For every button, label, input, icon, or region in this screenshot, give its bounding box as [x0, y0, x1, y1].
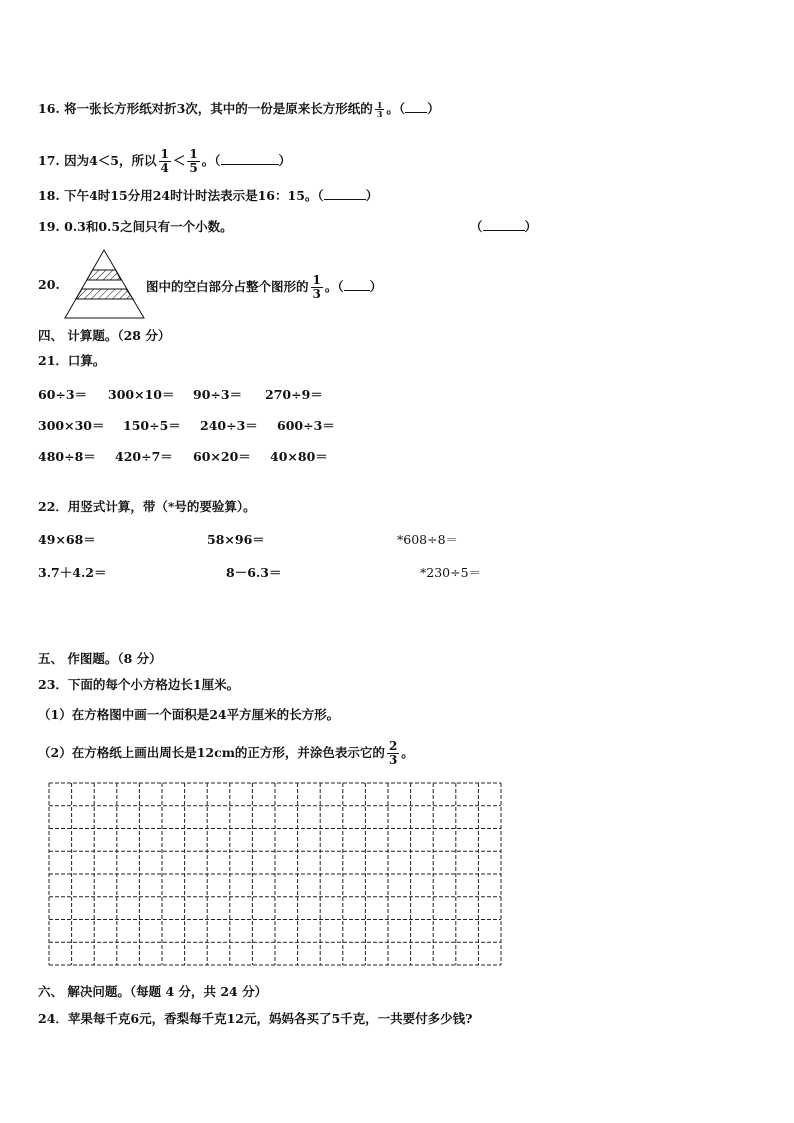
vertical-calc: *608÷8＝ [397, 532, 459, 547]
question-23-part-2: （2）在方格纸上画出周长是12cm的正方形，并涂色表示它的 $\frac{2}{3}$ 。 [38, 739, 414, 767]
question-22-title: 22．用竖式计算，带（*号的要验算）。 [38, 499, 256, 514]
fraction: $\frac{1}{5}$ [189, 147, 198, 175]
question-16: 16. 将一张长方形纸对折3次，其中的一份是原来长方形纸的 $\frac{1}{3}$ 。（ ） [38, 100, 440, 119]
fraction: $\frac{1}{3}$ [312, 273, 321, 301]
answer-blank[interactable] [324, 187, 366, 200]
answer-blank[interactable] [221, 152, 279, 165]
oral-calc: 480÷8＝ [38, 449, 96, 464]
section-5-title: 五、 作图题。（8 分） [38, 651, 162, 666]
vertical-calc: 3.7＋4.2＝ [38, 565, 107, 580]
answer-blank[interactable] [483, 218, 525, 231]
fraction: $\frac{1}{3}$ [376, 100, 383, 119]
vertical-calc: *230÷5＝ [420, 565, 482, 580]
question-23: 23．下面的每个小方格边长1厘米。 [38, 677, 240, 692]
oral-calc: 150÷5＝ [123, 418, 181, 433]
oral-calc: 270÷9＝ [265, 387, 323, 402]
oral-calc: 60×20＝ [193, 449, 251, 464]
oral-calc: 300×10＝ [108, 387, 175, 402]
question-23-part-1: （1）在方格图中画一个面积是24平方厘米的长方形。 [38, 707, 340, 722]
oral-calc: 90÷3＝ [193, 387, 243, 402]
question-24: 24．苹果每千克6元，香梨每千克12元，妈妈各买了5千克，一共要付多少钱? [38, 1011, 473, 1026]
answer-blank[interactable] [405, 100, 427, 113]
question-19: 19. 0.3和0.5之间只有一个小数。 [38, 219, 233, 234]
oral-calc: 420÷7＝ [115, 449, 173, 464]
section-6-title: 六、 解决问题。（每题 4 分，共 24 分） [38, 984, 268, 999]
oral-calc: 300×30＝ [38, 418, 105, 433]
vertical-calc: 8－6.3＝ [226, 565, 282, 580]
oral-calc: 60÷3＝ [38, 387, 88, 402]
question-19-answer: （ ） [470, 219, 538, 234]
oral-calc: 600÷3＝ [277, 418, 335, 433]
question-20-number: 20. [38, 277, 60, 292]
fraction: $\frac{2}{3}$ [388, 739, 398, 767]
answer-blank[interactable] [344, 278, 370, 291]
oral-calc: 240÷3＝ [200, 418, 258, 433]
fraction: $\frac{1}{4}$ [160, 147, 169, 175]
question-20: 图中的空白部分占整个图形的 $\frac{1}{3}$ 。（ ） [146, 273, 383, 301]
question-18: 18. 下午4时15分用24时计时法表示是16：15。（ ） [38, 188, 379, 203]
vertical-calc: 49×68＝ [38, 532, 96, 547]
triangle-figure [64, 248, 146, 320]
vertical-calc: 58×96＝ [207, 532, 265, 547]
question-17: 17. 因为4＜5，所以 $\frac{1}{4}$ ＜ $\frac{1}{5}$ 。（ ） [38, 147, 292, 175]
square-grid[interactable] [48, 782, 502, 966]
section-4-title: 四、 计算题。（28 分） [38, 328, 171, 343]
question-21-title: 21．口算。 [38, 353, 106, 368]
oral-calc: 40×80＝ [270, 449, 328, 464]
